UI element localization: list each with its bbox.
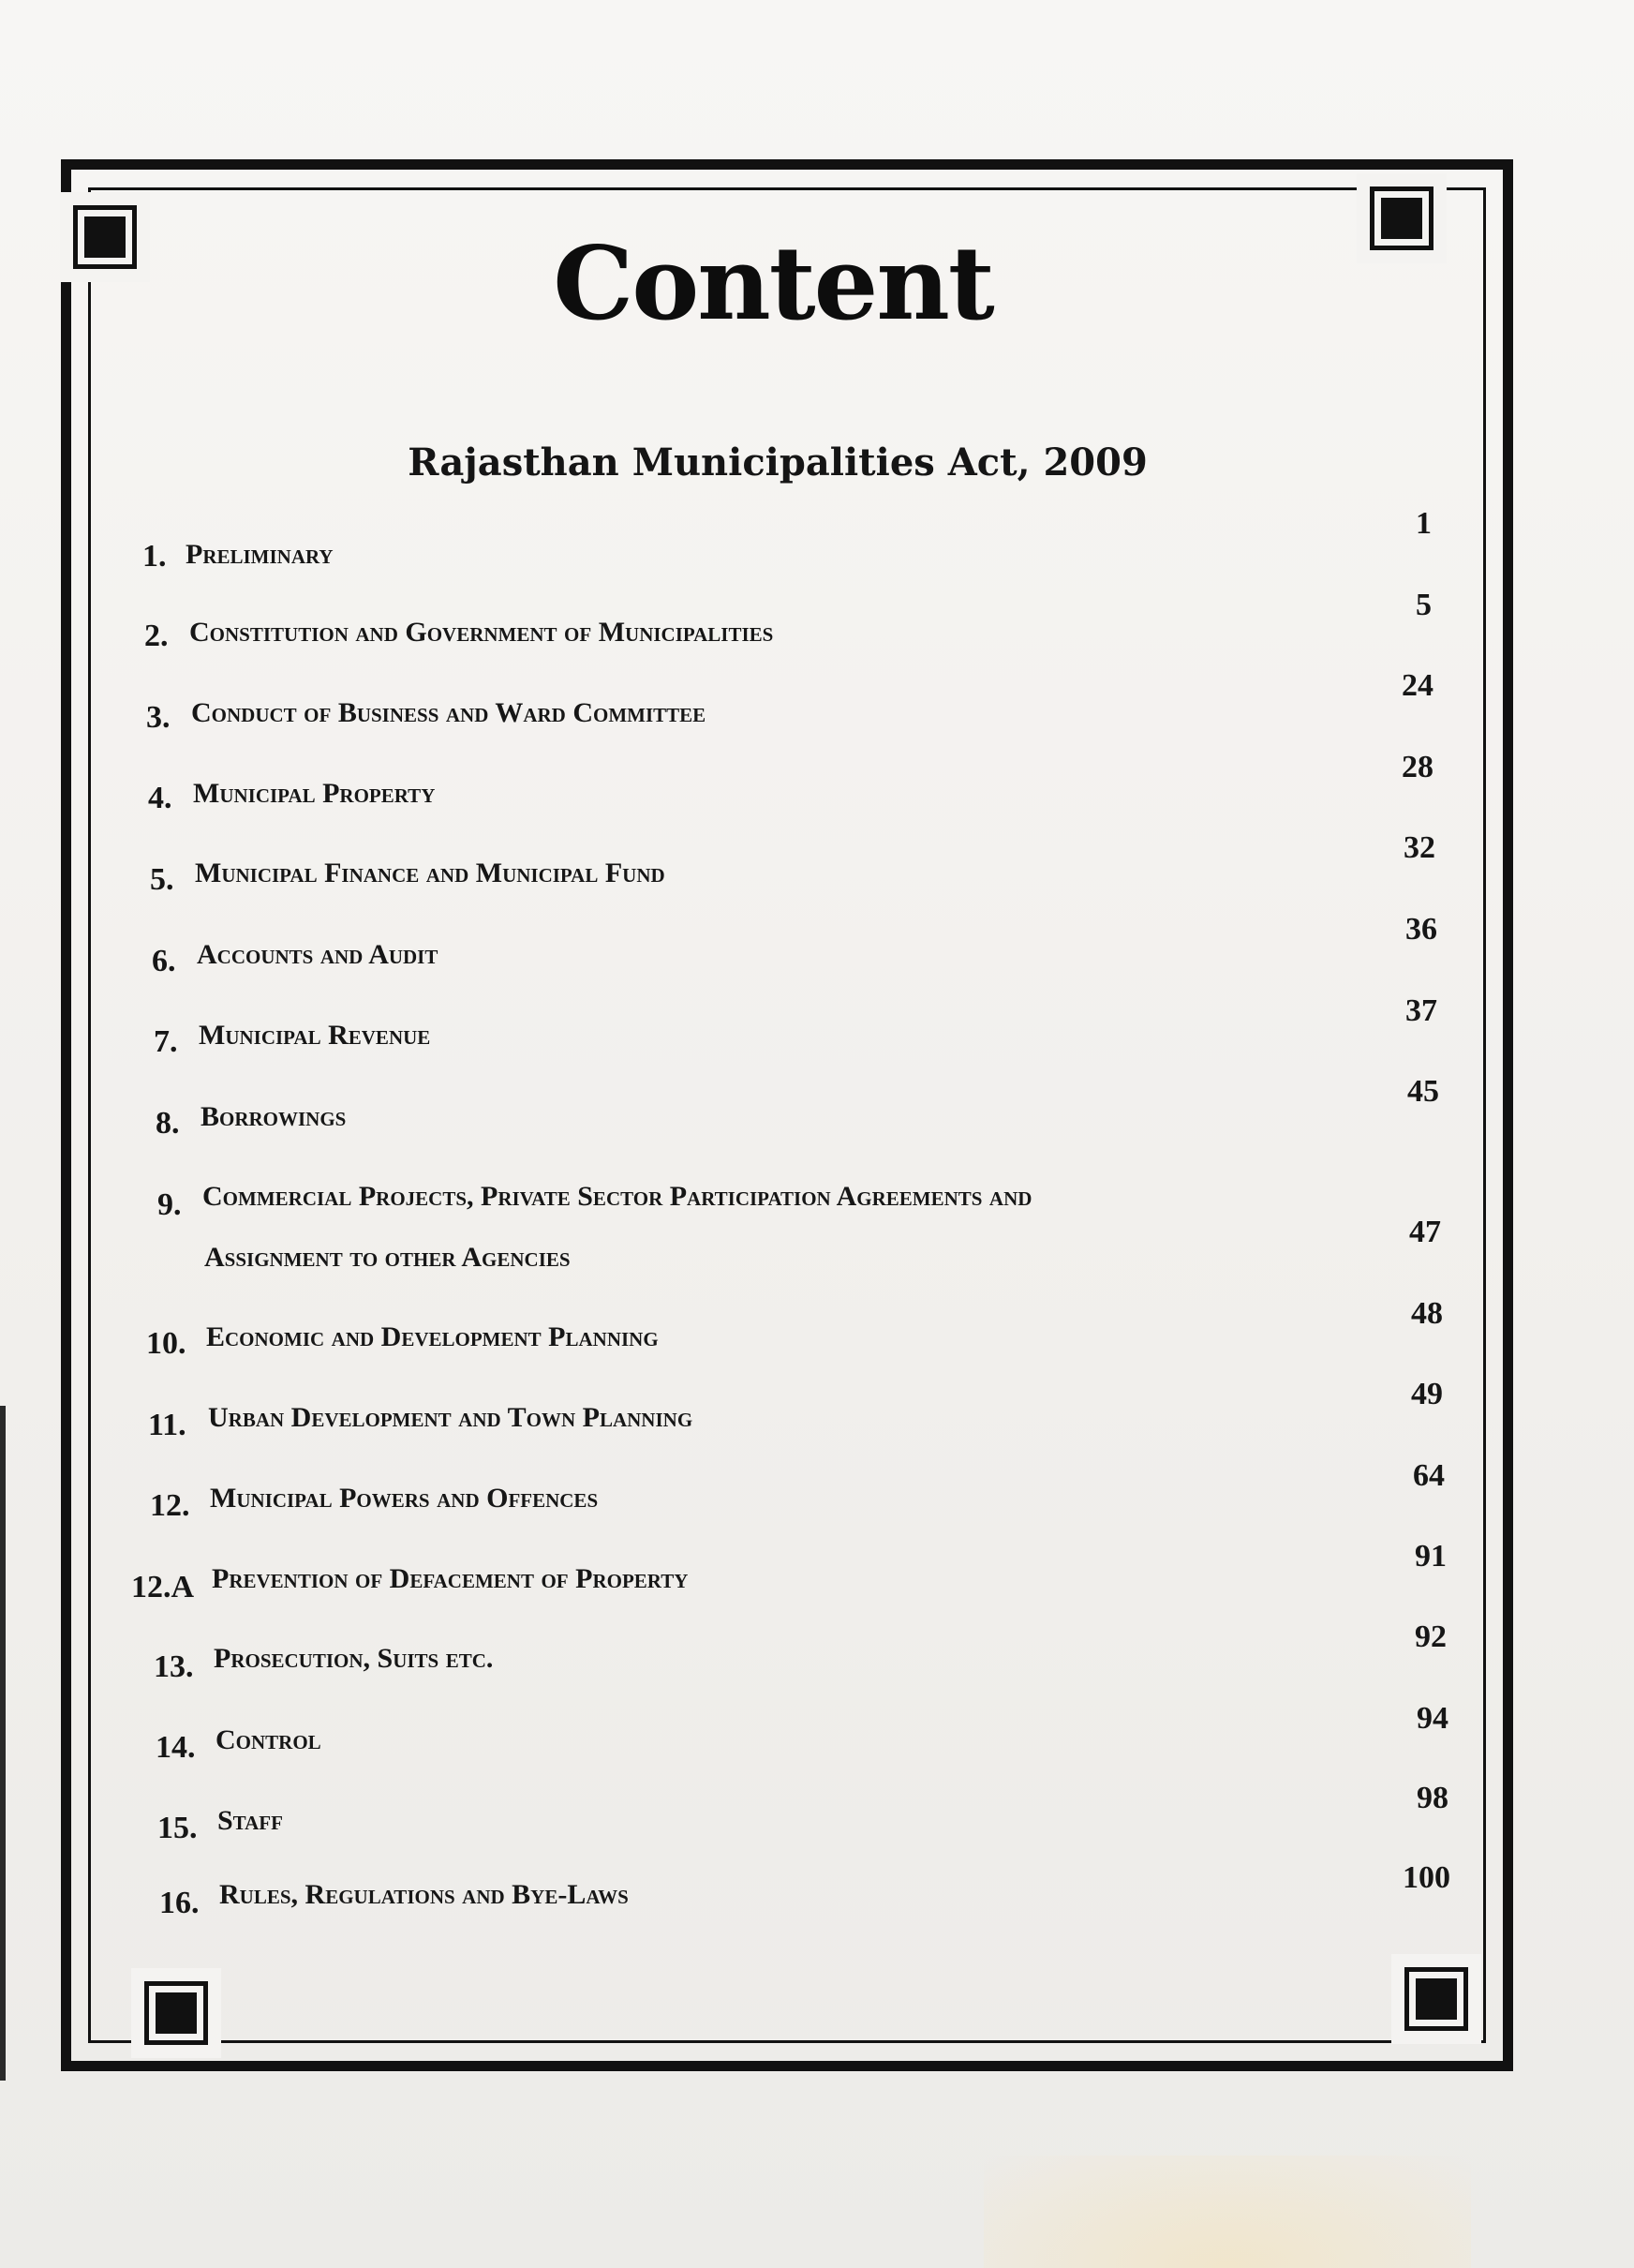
- entry-page: 1: [1416, 506, 1432, 541]
- act-title: Rajasthan Municipalities Act, 2009: [408, 440, 1148, 485]
- entry-title: Municipal Powers and Offences: [210, 1483, 599, 1514]
- entry-title: Municipal Finance and Municipal Fund: [195, 858, 665, 888]
- entry-title: Municipal Property: [193, 778, 436, 809]
- entry-page: 45: [1407, 1074, 1439, 1109]
- entry-title: Conduct of Business and Ward Committee: [191, 697, 706, 728]
- entry-page: 47: [1409, 1215, 1441, 1249]
- entry-number: 14.: [156, 1730, 196, 1765]
- entry-page: 24: [1402, 668, 1433, 703]
- entry-title: Commercial Projects, Private Sector Participation Agreements and: [202, 1181, 1032, 1212]
- entry-title-continued: Assignment to other Agencies: [204, 1242, 571, 1273]
- entry-title: Rules, Regulations and Bye-Laws: [219, 1879, 629, 1910]
- entry-page: 100: [1403, 1860, 1450, 1895]
- entry-number: 3.: [146, 700, 171, 735]
- entry-title: Preliminary: [186, 539, 334, 570]
- entry-title: Control: [215, 1724, 321, 1755]
- entry-number: 2.: [144, 619, 169, 653]
- entry-page: 36: [1405, 912, 1437, 947]
- entry-page: 94: [1417, 1701, 1448, 1736]
- entry-number: 13.: [154, 1649, 194, 1684]
- entry-number: 12.: [150, 1488, 190, 1523]
- entry-number: 8.: [156, 1106, 180, 1141]
- entry-number: 6.: [152, 944, 176, 978]
- entry-title: Urban Development and Town Planning: [208, 1402, 693, 1433]
- entry-page: 92: [1415, 1619, 1447, 1654]
- entry-number: 15.: [157, 1811, 198, 1845]
- entry-title: Staff: [217, 1805, 283, 1836]
- entry-number: 12.A: [131, 1570, 195, 1604]
- entry-page: 64: [1413, 1458, 1445, 1493]
- entry-number: 16.: [159, 1886, 200, 1920]
- entry-page: 5: [1416, 588, 1432, 622]
- entry-number: 11.: [148, 1408, 186, 1442]
- entry-title: Constitution and Government of Municipalities: [189, 617, 774, 648]
- entry-title: Borrowings: [201, 1101, 347, 1132]
- entry-number: 5.: [150, 862, 174, 897]
- entry-number: 9.: [157, 1187, 182, 1222]
- page-title: Content: [553, 225, 993, 343]
- entry-title: Prosecution, Suits etc.: [214, 1643, 494, 1674]
- entry-page: 91: [1415, 1539, 1447, 1574]
- entry-title: Prevention of Defacement of Property: [212, 1563, 689, 1594]
- entry-number: 4.: [148, 781, 172, 815]
- entry-page: 98: [1417, 1781, 1448, 1815]
- entry-title: Economic and Development Planning: [206, 1321, 659, 1352]
- entry-number: 7.: [154, 1024, 178, 1059]
- entry-page: 37: [1405, 993, 1437, 1028]
- entry-number: 1.: [142, 539, 167, 574]
- entry-title: Municipal Revenue: [199, 1020, 431, 1051]
- entry-page: 28: [1402, 750, 1433, 784]
- entry-page: 49: [1411, 1377, 1443, 1411]
- entry-page: 32: [1404, 830, 1435, 865]
- entry-title: Accounts and Audit: [197, 939, 438, 970]
- entry-number: 10.: [146, 1326, 186, 1361]
- entry-page: 48: [1411, 1296, 1443, 1331]
